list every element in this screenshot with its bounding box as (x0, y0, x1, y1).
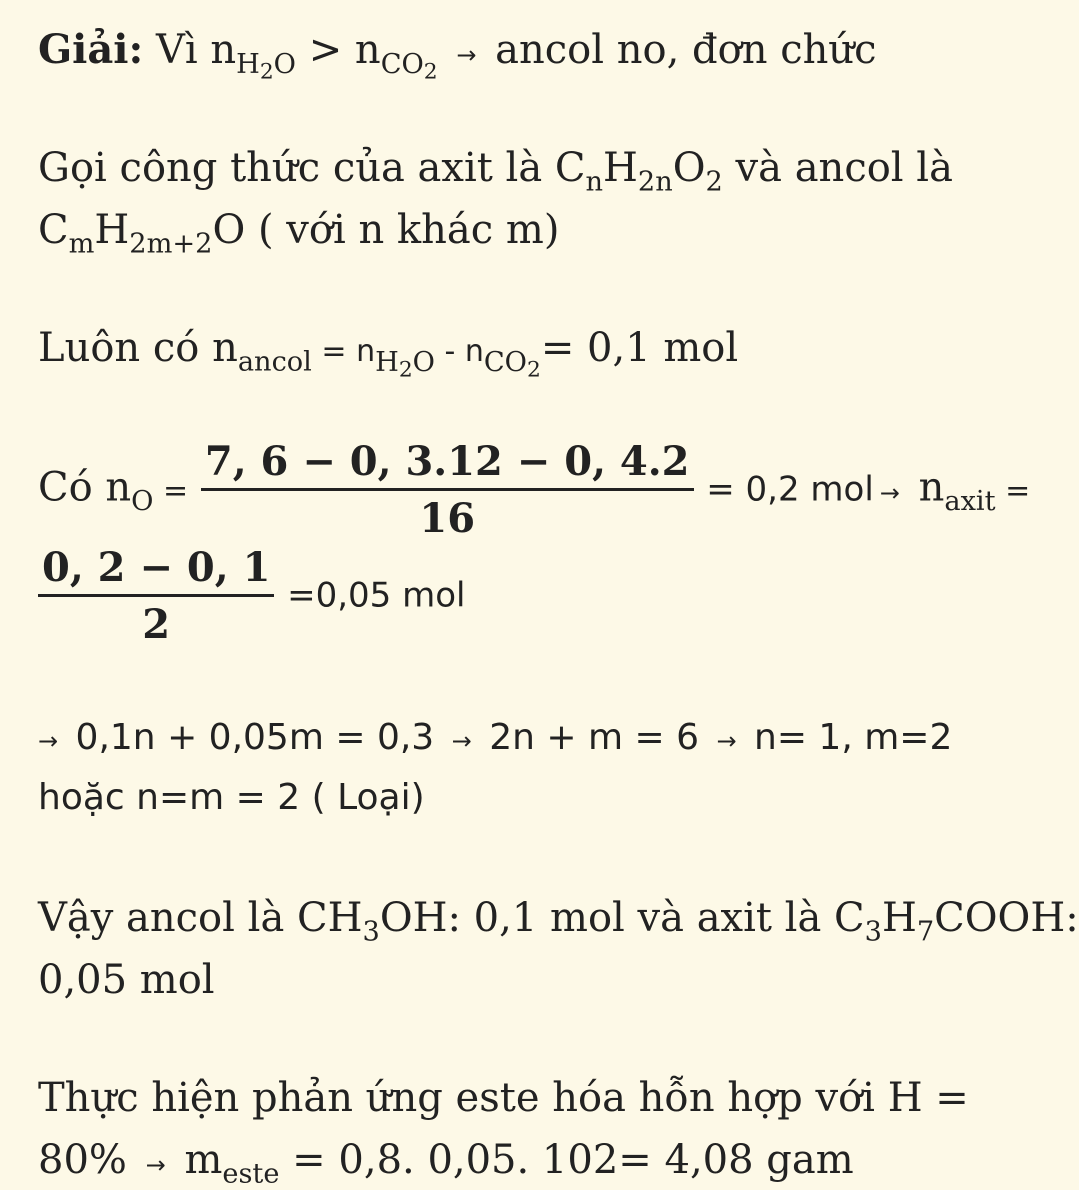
text: C (38, 207, 69, 253)
subscript: 2 (526, 356, 541, 382)
subscript: CO (380, 48, 424, 80)
subscript: 2m+2 (129, 228, 213, 260)
solution-label: Giải: (38, 26, 144, 73)
subscript: 2 (423, 58, 438, 84)
subscript: 2 (259, 58, 274, 84)
arrow-icon: → (879, 478, 900, 507)
text: H (94, 207, 130, 253)
text: OH: 0,1 mol và axit là C (379, 895, 865, 941)
arrow-icon: → (716, 727, 737, 755)
subscript: 7 (916, 916, 935, 948)
subscript: O (273, 48, 296, 80)
text: = n (311, 334, 376, 369)
text: = 0,2 mol (706, 469, 874, 510)
subscript: O (131, 486, 154, 518)
line-axit-mol (38, 957, 215, 1003)
line-ancol-formula (38, 207, 560, 260)
text: 2n + m = 6 (477, 717, 711, 758)
subscript: 2 (705, 166, 723, 198)
gt-sign: > (308, 27, 343, 73)
text: H (881, 895, 917, 941)
subscript: 2 (398, 356, 413, 382)
fraction-denominator: 16 (419, 495, 476, 542)
text: Gọi công thức của axit là C (38, 145, 586, 191)
subscript: 2n (637, 166, 673, 198)
subscript: O (412, 346, 435, 378)
text: 80% (38, 1137, 140, 1183)
text: Vì n (155, 27, 237, 73)
subscript: H (236, 48, 260, 80)
text: và ancol là (722, 145, 953, 191)
arrow-icon: → (38, 727, 59, 755)
text: =0,05 mol (287, 575, 466, 616)
line-conclusion-ancol-type (38, 26, 877, 84)
text: 0,1n + 0,05m = 0,3 (64, 717, 446, 758)
arrow-icon: → (456, 41, 477, 69)
text: O (672, 145, 706, 191)
line-alternative (38, 777, 425, 818)
subscript: este (222, 1158, 280, 1190)
subscript: 3 (864, 916, 882, 948)
text: hoặc n=m = 2 ( Loại) (38, 777, 425, 818)
subscript: m (68, 228, 95, 260)
fraction-numerator: 0, 2 − 0, 1 (38, 548, 274, 597)
text: n (905, 464, 945, 511)
text: 0,05 mol (38, 957, 215, 1003)
arrow-icon: → (145, 1151, 166, 1179)
line-n-ancol (38, 325, 739, 382)
line-formulas (38, 145, 953, 198)
subscript: n (585, 166, 604, 198)
text: Luôn có n (38, 325, 238, 371)
line-ester-mass (38, 1137, 854, 1190)
text: - n (434, 334, 484, 369)
text: n= 1, m=2 (742, 717, 953, 758)
text: Vậy ancol là CH (38, 895, 363, 941)
line-n-axit (38, 544, 466, 648)
text: m (171, 1137, 223, 1183)
text: O ( với n khác m) (212, 207, 560, 253)
line-esterification (38, 1075, 969, 1121)
text: n (354, 27, 381, 73)
text: ancol no, đơn chức (495, 27, 877, 73)
subscript: ancol (237, 346, 312, 378)
text: = 0,1 mol (540, 325, 739, 371)
text: Có n (38, 464, 132, 511)
text: H (603, 145, 638, 191)
text: = (995, 473, 1031, 509)
line-conclusion-compounds (38, 895, 1079, 948)
subscript: H (375, 346, 399, 378)
text: COOH: (934, 895, 1079, 941)
subscript: 3 (362, 916, 380, 948)
text: = (153, 473, 189, 509)
text: Thực hiện phản ứng este hóa hỗn hợp với H = (38, 1075, 969, 1121)
line-n-oxygen (38, 438, 1031, 542)
subscript: CO (483, 346, 527, 378)
text: = 0,8. 0,05. 102= 4,08 gam (279, 1137, 854, 1183)
fraction-numerator: 7, 6 − 0, 3.12 − 0, 4.2 (201, 442, 694, 491)
fraction-denominator: 2 (142, 601, 171, 648)
fraction (201, 438, 694, 542)
subscript: axit (944, 486, 996, 518)
arrow-icon: → (451, 727, 472, 755)
line-equation-chain (38, 717, 953, 758)
fraction (38, 544, 274, 648)
